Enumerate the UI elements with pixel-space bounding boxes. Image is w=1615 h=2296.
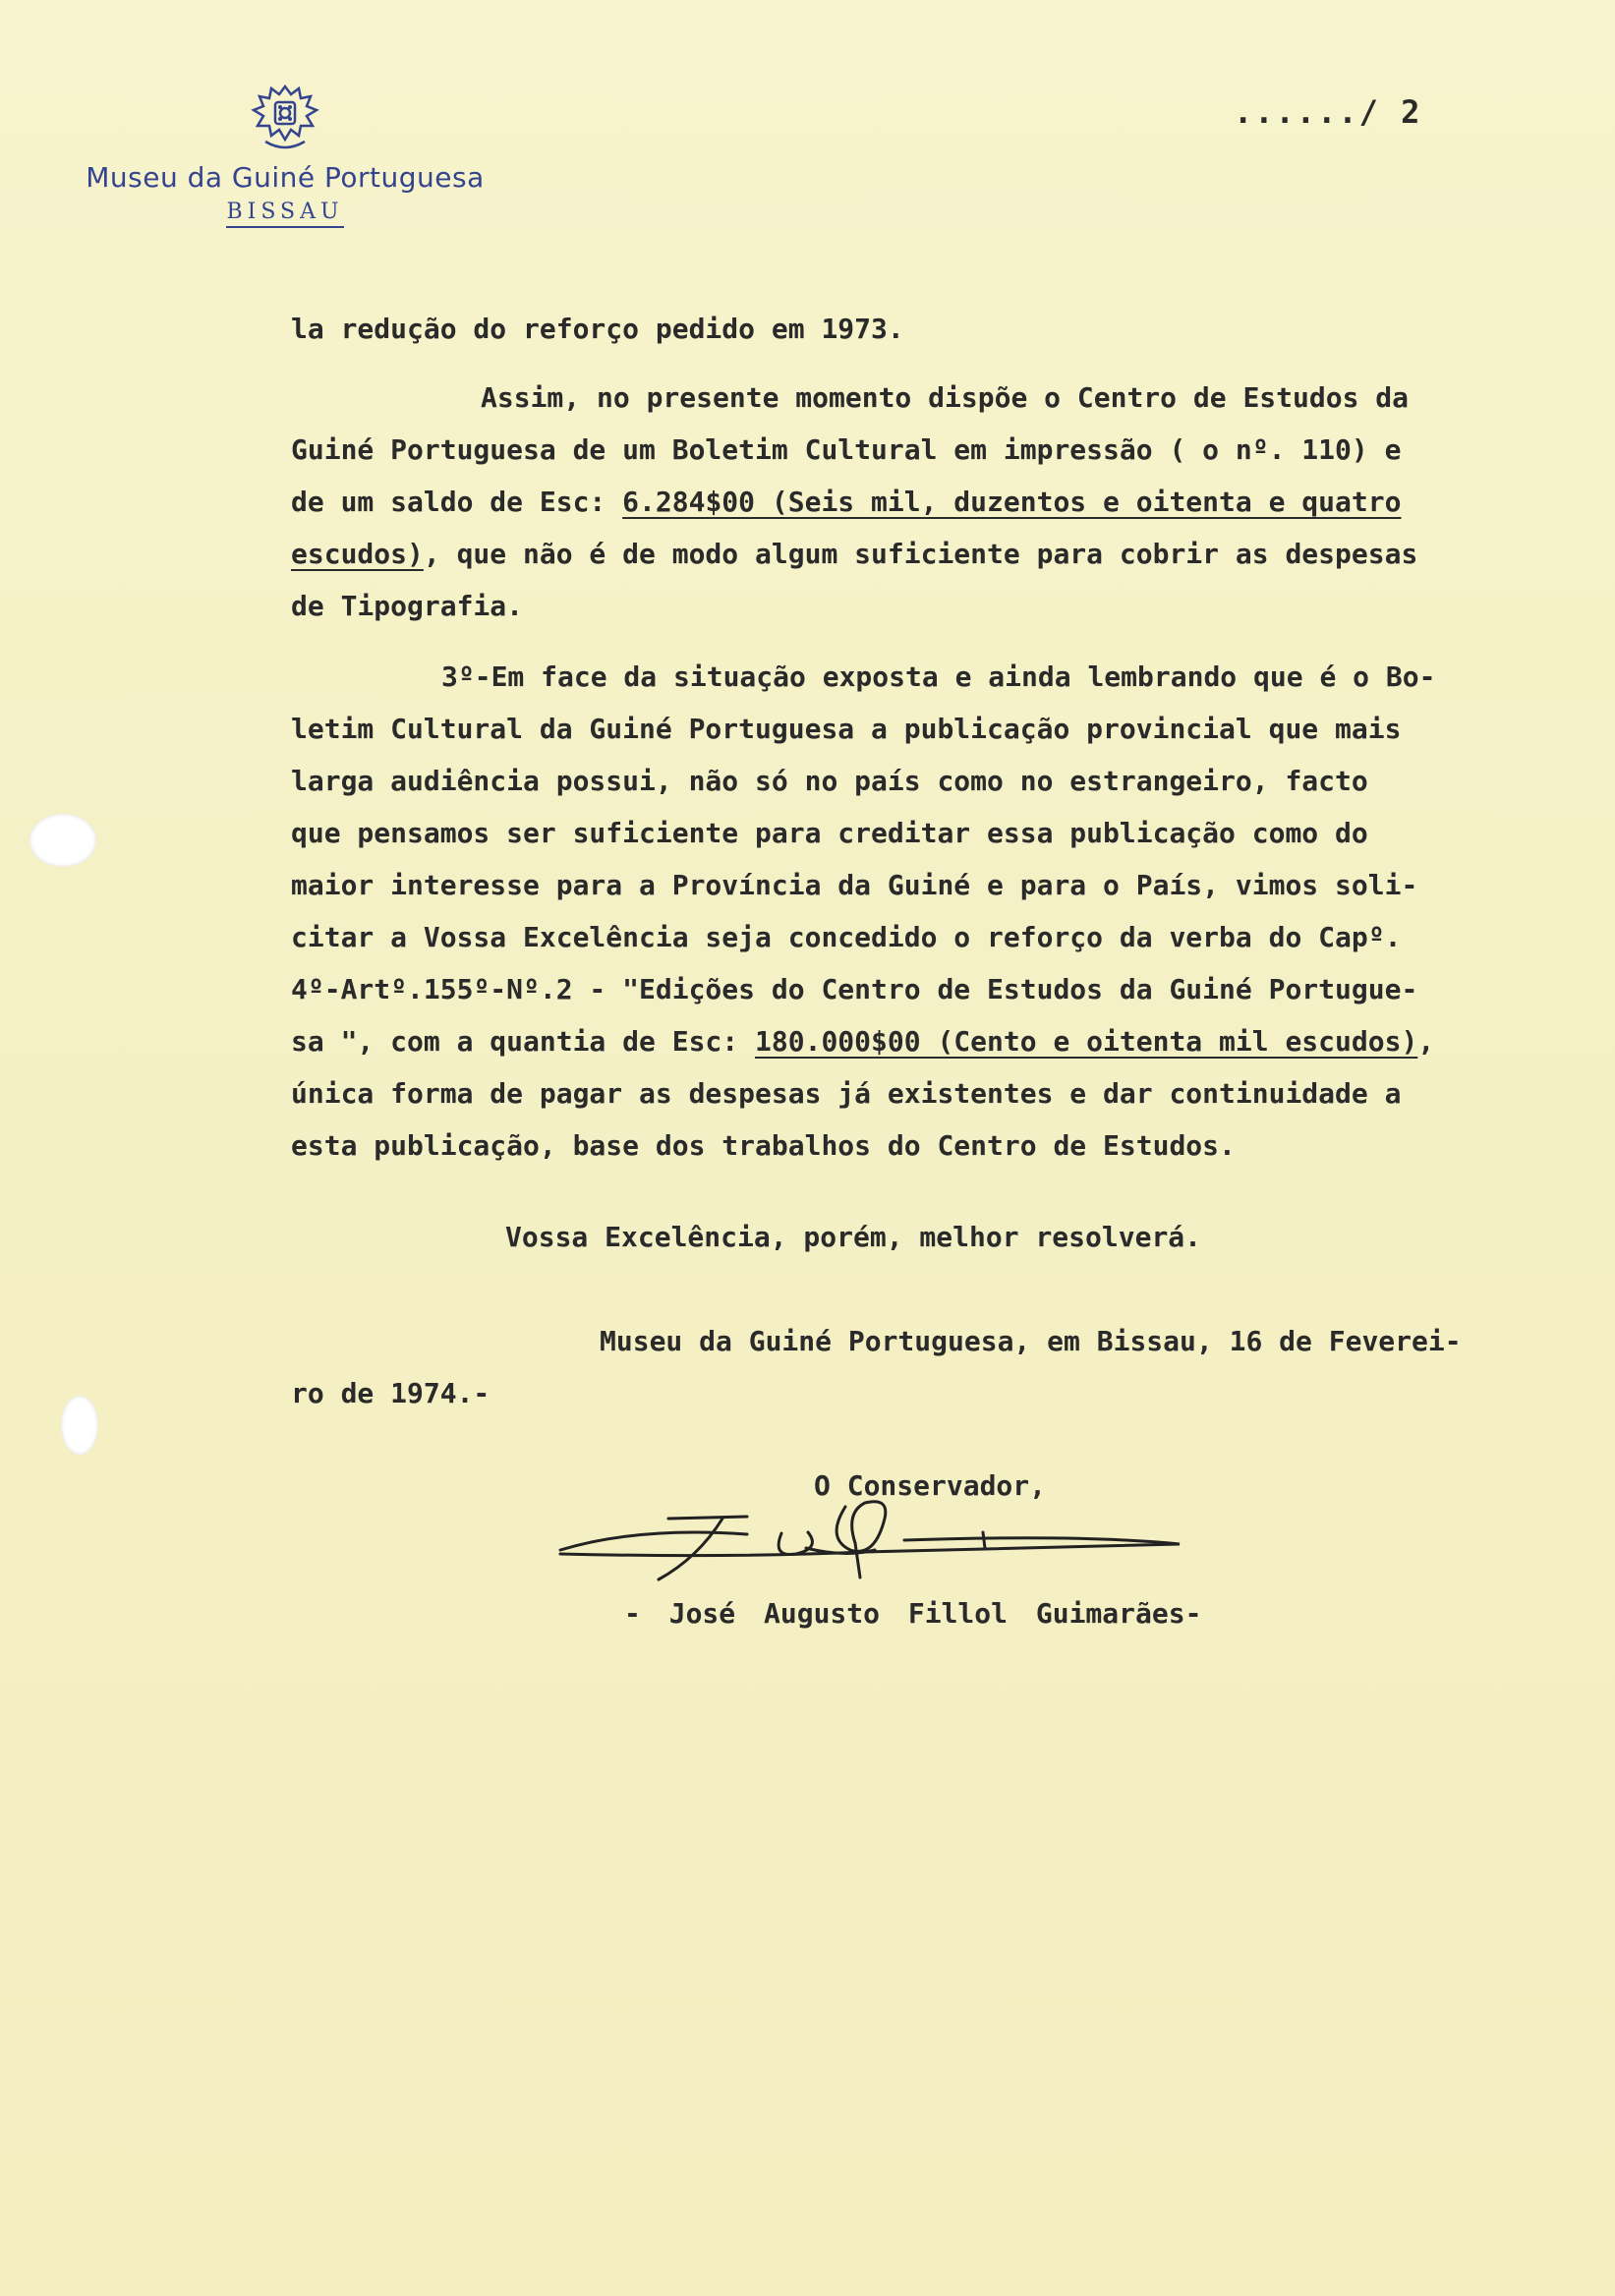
text-line: 3º-Em face da situação exposta e ainda lembrando que é o Bo- (441, 660, 1436, 693)
requested-amount: 180.000$00 (Cento e oitenta mil escudos) (755, 1025, 1418, 1058)
museum-name: Museu da Guiné Portuguesa (86, 161, 485, 194)
coat-of-arms-icon (236, 79, 334, 157)
handwritten-signature-icon (550, 1489, 1239, 1597)
text-line: maior interesse para a Província da Guiné e para o País, vimos soli- (291, 869, 1418, 901)
text-line (291, 476, 1598, 528)
text-line: que pensamos ser suficiente para creditar essa publicação como do (291, 817, 1368, 849)
text-span: , que não é de modo algum suficiente para cobrir as despesas (423, 538, 1418, 570)
paragraph-2 (291, 372, 1598, 632)
text-line: citar a Vossa Excelência seja concedido o reforço da verba do Capº. (291, 921, 1402, 953)
text-line: la redução do reforço pedido em 1973. (291, 313, 904, 345)
balance-amount-end: escudos) (291, 538, 424, 570)
text-line: 4º-Artº.155º-Nº.2 - "Edições do Centro de Estudos da Guiné Portugue- (291, 973, 1418, 1005)
text-line: única forma de pagar as despesas já existentes e dar continuidade a (291, 1077, 1402, 1110)
punch-hole-bottom (61, 1396, 98, 1455)
balance-amount: 6.284$00 (Seis mil, duzentos e oitenta e quatro (622, 486, 1402, 518)
text-span: de um saldo de Esc: (291, 486, 623, 518)
text-line (291, 528, 1598, 580)
text-line: de Tipografia. (291, 590, 524, 622)
signatory-name: - José Augusto Fillol Guimarães- (624, 1597, 1202, 1630)
text-line (291, 1015, 1598, 1067)
museum-city: BISSAU (226, 200, 343, 228)
paragraph-3 (291, 651, 1598, 1172)
text-span: sa ", com a quantia de Esc: (291, 1025, 756, 1058)
page-reference: ....../ 2 (1234, 93, 1422, 131)
text-line: larga audiência possui, não só no país como no estrangeiro, facto (291, 765, 1368, 797)
closing-line: Vossa Excelência, porém, melhor resolverá. (505, 1221, 1202, 1253)
paragraph-5 (291, 1315, 1598, 1419)
signatory-title: O Conservador, (814, 1469, 1047, 1502)
paragraph-4 (291, 1211, 1598, 1263)
paragraph-1 (291, 303, 1598, 355)
text-span: , (1417, 1025, 1435, 1058)
letterhead (69, 79, 501, 228)
place-date-line: ro de 1974.- (291, 1377, 490, 1409)
text-line: Guiné Portuguesa de um Boletim Cultural em impressão ( o nº. 110) e (291, 433, 1402, 466)
text-line: letim Cultural da Guiné Portuguesa a publicação provincial que mais (291, 713, 1402, 745)
punch-hole-top (29, 814, 96, 867)
text-line: esta publicação, base dos trabalhos do Centro de Estudos. (291, 1129, 1236, 1162)
place-date-line: Museu da Guiné Portuguesa, em Bissau, 16 de Feverei- (600, 1325, 1462, 1357)
signature-block (550, 1469, 1337, 1646)
text-line: Assim, no presente momento dispõe o Centro de Estudos da (481, 381, 1410, 414)
